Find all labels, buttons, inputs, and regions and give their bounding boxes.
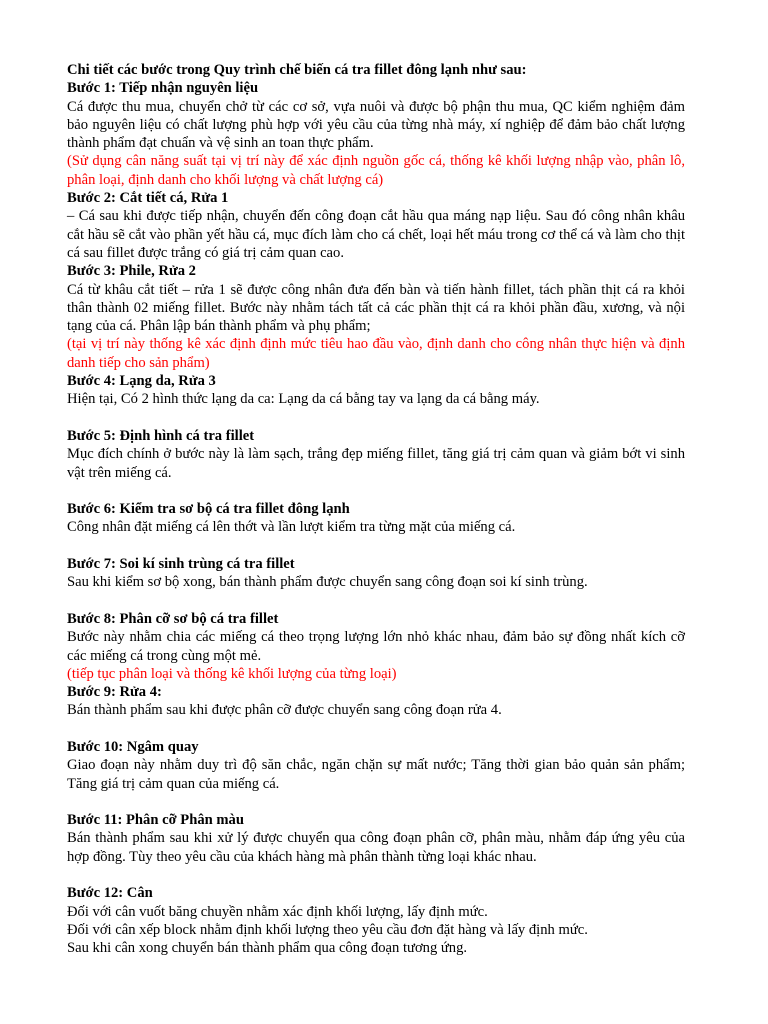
step-10-body: Giao đoạn này nhằm duy trì độ săn chắc, ngăn chặn sự mất nước; Tăng thời gian bảo quản sản phẩm; Tăng giá trị cảm quan của miếng cá. xyxy=(67,757,685,792)
step-12-line-2: Đối với cân xếp block nhằm định khối lượng theo yêu cầu đơn đặt hàng và lấy định mức. xyxy=(67,921,588,938)
step-3-heading: Bước 3: Phile, Rửa 2 xyxy=(67,263,196,280)
document-title: Chi tiết các bước trong Quy trình chế biến cá tra fillet đông lạnh như sau: xyxy=(67,62,527,78)
step-12-heading: Bước 12: Cân xyxy=(67,885,153,902)
step-12-line-3: Sau khi cân xong chuyển bán thành phẩm qua công đoạn tương ứng. xyxy=(67,940,468,957)
step-3-body: Cá từ khâu cắt tiết – rửa 1 sẽ được công nhân đưa đến bàn và tiến hành fillet, tách phần thịt cá ra khỏi thân thành 02 miếng fillet. Bước này nhằm tách tất cả các phần thịt cá ra khỏi phần đầu, xương, và nội tạng của cá. Phân lập bán thành phẩm và phụ phẩm; xyxy=(67,281,685,335)
step-2-body: – Cá sau khi được tiếp nhận, chuyển đến công đoạn cắt hầu qua máng nạp liệu. Sau đó công nhân khâu cắt hầu sẽ cắt vào phần yết hầu cá, mục đích làm cho cá chết, loại hết máu trong cơ thể cá và làm cho thịt cá sau fillet được trắng có giá trị cảm quan cao. xyxy=(67,208,685,261)
step-5-body: Mục đích chính ở bước này là làm sạch, trắng đẹp miếng fillet, tăng giá trị cảm quan và giảm bớt vi sinh vật trên miếng cá. xyxy=(67,446,685,481)
step-12-line-1: Đối với cân vuốt băng chuyền nhằm xác định khối lượng, lấy định mức. xyxy=(67,903,488,920)
step-9-heading: Bước 9: Rửa 4: xyxy=(67,684,162,701)
step-1-body: Cá được thu mua, chuyển chở từ các cơ sở, vựa nuôi và được bộ phận thu mua, QC kiểm nghiệm đảm bảo nguyên liệu có chất lượng phù hợp với yêu cầu của từng nhà máy, xí nghiệp để đảm bảo chất lượng thành phẩm đạt chuẩn và vệ sinh an toan thực phẩm. xyxy=(67,98,685,152)
step-11-heading: Bước 11: Phân cỡ Phân màu xyxy=(67,812,244,829)
step-1-heading: Bước 1: Tiếp nhận nguyên liệu xyxy=(67,80,259,97)
step-8-heading: Bước 8: Phân cỡ sơ bộ cá tra fillet xyxy=(67,610,279,627)
step-1-note: (Sử dụng cân năng suất tại vị trí này để xác định nguồn gốc cá, thống kê khối lượng nhập vào, phân lô, phân loại, định danh cho khối lượng và chất lượng cá) xyxy=(67,153,685,188)
step-7-heading: Bước 7: Soi kí sinh trùng cá tra fillet xyxy=(67,556,295,573)
document-page xyxy=(67,61,685,958)
step-7-body: Sau khi kiểm sơ bộ xong, bán thành phẩm được chuyển sang công đoạn soi kí sinh trùng. xyxy=(67,574,588,591)
step-5-heading: Bước 5: Định hình cá tra fillet xyxy=(67,427,255,444)
step-10-heading: Bước 10: Ngâm quay xyxy=(67,738,199,755)
step-3-note: (tại vị trí này thống kê xác định định mức tiêu hao đầu vào, định danh cho công nhân thực hiện và định danh tiếp cho sản phẩm) xyxy=(67,336,685,371)
step-6-body: Công nhân đặt miếng cá lên thớt và lần lượt kiểm tra từng mặt của miếng cá. xyxy=(67,519,516,536)
step-4-heading: Bước 4: Lạng da, Rửa 3 xyxy=(67,373,216,390)
step-4-body: Hiện tại, Có 2 hình thức lạng da ca: Lạng da cá bằng tay va lạng da cá bằng máy. xyxy=(67,391,540,408)
step-8-note: (tiếp tục phân loại và thống kê khối lượng của từng loại) xyxy=(67,665,397,682)
step-8-body: Bước này nhằm chia các miếng cá theo trọng lượng lớn nhỏ khác nhau, đảm bảo sự đồng nhất kích cỡ các miếng cá trong cùng một mẻ. xyxy=(67,629,685,664)
step-2-heading: Bước 2: Cắt tiết cá, Rửa 1 xyxy=(67,190,229,207)
step-11-body: Bán thành phẩm sau khi xử lý được chuyển qua công đoạn phân cỡ, phân màu, nhằm đáp ứng yêu của hợp đồng. Tùy theo yêu cầu của khách hàng mà phân thành từng loại khác nhau. xyxy=(67,830,685,865)
step-6-heading: Bước 6: Kiểm tra sơ bộ cá tra fillet đông lạnh xyxy=(67,501,350,518)
step-9-body: Bán thành phẩm sau khi được phân cỡ được chuyển sang công đoạn rửa 4. xyxy=(67,702,502,719)
